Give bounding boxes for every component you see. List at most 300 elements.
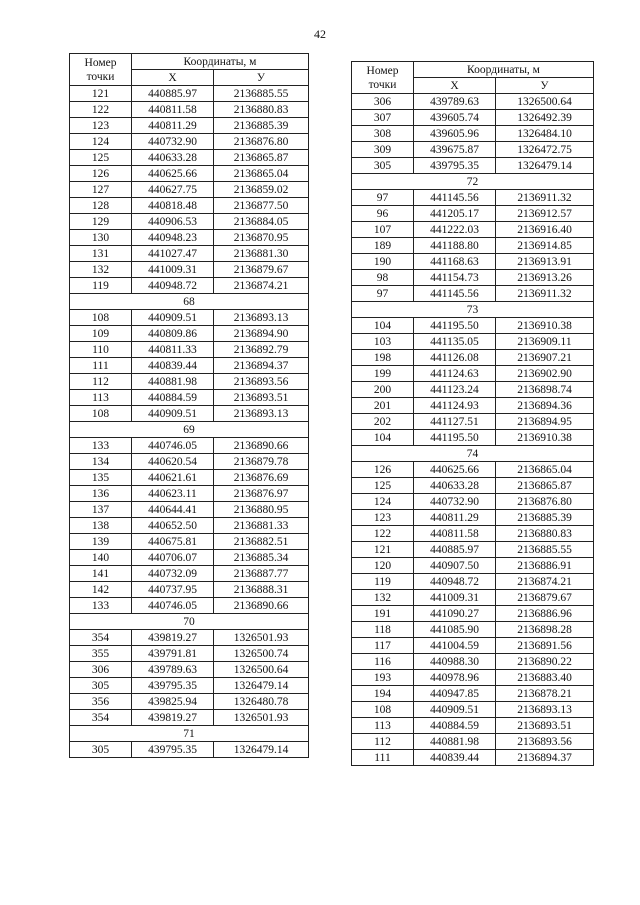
y-coordinate-cell: 1326479.14 — [214, 742, 309, 758]
x-coordinate-cell: 439795.35 — [132, 678, 214, 694]
x-coordinate-cell: 440652.50 — [132, 518, 214, 534]
table-row — [70, 230, 309, 246]
point-number-cell: 124 — [70, 134, 132, 150]
y-coordinate-cell: 2136893.51 — [496, 718, 594, 734]
x-coordinate-cell: 439795.35 — [132, 742, 214, 758]
table-row — [352, 142, 594, 158]
y-coordinate-cell: 2136913.26 — [496, 270, 594, 286]
y-coordinate-cell: 2136888.31 — [214, 582, 309, 598]
y-coordinate-cell: 2136879.67 — [214, 262, 309, 278]
point-number-cell: 119 — [70, 278, 132, 294]
x-coordinate-cell: 440884.59 — [132, 390, 214, 406]
table-row — [352, 638, 594, 654]
table-row — [352, 382, 594, 398]
point-number-cell: 305 — [70, 678, 132, 694]
x-coordinate-cell: 440746.05 — [132, 598, 214, 614]
point-number-cell: 307 — [352, 110, 414, 126]
y-coordinate-cell: 2136893.51 — [214, 390, 309, 406]
x-coordinate-cell: 440885.97 — [414, 542, 496, 558]
x-coordinate-cell: 441009.31 — [132, 262, 214, 278]
point-number-cell: 133 — [70, 598, 132, 614]
y-coordinate-cell: 2136894.36 — [496, 398, 594, 414]
x-coordinate-cell: 440811.58 — [132, 102, 214, 118]
table-row — [352, 430, 594, 446]
table-row — [352, 286, 594, 302]
table-row — [70, 262, 309, 278]
x-coordinate-cell: 440978.96 — [414, 670, 496, 686]
point-number-cell: 305 — [70, 742, 132, 758]
group-row — [352, 302, 594, 318]
coordinates-header: Координаты, м — [414, 62, 594, 78]
table-row — [70, 470, 309, 486]
x-coordinate-cell: 439605.96 — [414, 126, 496, 142]
table-row — [352, 526, 594, 542]
y-coordinate-cell: 2136882.51 — [214, 534, 309, 550]
point-number-cell: 354 — [70, 630, 132, 646]
y-coordinate-cell: 2136876.69 — [214, 470, 309, 486]
x-coordinate-cell: 440620.54 — [132, 454, 214, 470]
table-row — [352, 398, 594, 414]
y-coordinate-cell: 1326501.93 — [214, 710, 309, 726]
y-coordinate-cell: 1326500.74 — [214, 646, 309, 662]
x-coordinate-cell: 440633.28 — [132, 150, 214, 166]
point-number-cell: 108 — [70, 406, 132, 422]
coordinates-table-left — [69, 53, 309, 758]
table-row — [70, 86, 309, 102]
table-row — [352, 510, 594, 526]
point-number-cell: 120 — [352, 558, 414, 574]
y-coordinate-cell: 2136893.56 — [496, 734, 594, 750]
point-number-cell: 127 — [70, 182, 132, 198]
y-coordinate-cell: 2136894.95 — [496, 414, 594, 430]
point-number-cell: 129 — [70, 214, 132, 230]
x-coordinate-cell: 440988.30 — [414, 654, 496, 670]
y-coordinate-cell: 2136916.40 — [496, 222, 594, 238]
x-coordinate-cell: 440675.81 — [132, 534, 214, 550]
point-number-cell: 130 — [70, 230, 132, 246]
y-coordinate-cell: 2136890.22 — [496, 654, 594, 670]
x-coordinate-cell: 440633.28 — [414, 478, 496, 494]
x-coordinate-cell: 439605.74 — [414, 110, 496, 126]
point-number-cell: 109 — [70, 326, 132, 342]
point-number-cell: 133 — [70, 438, 132, 454]
point-number-cell: 121 — [70, 86, 132, 102]
x-coordinate-cell: 441004.59 — [414, 638, 496, 654]
table-row — [352, 654, 594, 670]
table-row — [352, 702, 594, 718]
table-row — [352, 190, 594, 206]
group-row — [70, 294, 309, 310]
y-coordinate-cell: 2136909.11 — [496, 334, 594, 350]
x-coordinate-cell: 440947.85 — [414, 686, 496, 702]
x-coordinate-cell: 440732.90 — [414, 494, 496, 510]
point-number-cell: 111 — [352, 750, 414, 766]
y-coordinate-cell: 2136876.97 — [214, 486, 309, 502]
point-number-cell: 135 — [70, 470, 132, 486]
y-coordinate-cell: 2136886.91 — [496, 558, 594, 574]
table-row — [352, 478, 594, 494]
x-coordinate-cell: 439819.27 — [132, 630, 214, 646]
y-coordinate-cell: 2136894.37 — [214, 358, 309, 374]
table-row — [70, 118, 309, 134]
y-coordinate-cell: 2136893.13 — [214, 310, 309, 326]
y-coordinate-cell: 2136911.32 — [496, 190, 594, 206]
x-coordinate-cell: 440644.41 — [132, 502, 214, 518]
y-coordinate-cell: 2136865.87 — [214, 150, 309, 166]
table-row — [352, 622, 594, 638]
point-number-cell: 116 — [352, 654, 414, 670]
point-number-cell: 103 — [352, 334, 414, 350]
point-number-cell: 141 — [70, 566, 132, 582]
x-coordinate-cell: 441222.03 — [414, 222, 496, 238]
y-coordinate-cell: 2136914.85 — [496, 238, 594, 254]
x-coordinate-cell: 441195.50 — [414, 318, 496, 334]
y-coordinate-cell: 2136865.04 — [214, 166, 309, 182]
table-row — [70, 566, 309, 582]
table-row — [70, 534, 309, 550]
y-coordinate-cell: 1326472.75 — [496, 142, 594, 158]
y-header: У — [496, 78, 594, 94]
point-number-cell: 124 — [352, 494, 414, 510]
y-coordinate-cell: 2136880.95 — [214, 502, 309, 518]
y-coordinate-cell: 2136885.39 — [496, 510, 594, 526]
x-coordinate-cell: 439789.63 — [132, 662, 214, 678]
point-number-cell: 137 — [70, 502, 132, 518]
y-coordinate-cell: 1326500.64 — [214, 662, 309, 678]
y-coordinate-cell: 2136913.91 — [496, 254, 594, 270]
group-number: 72 — [352, 174, 594, 190]
y-coordinate-cell: 2136893.56 — [214, 374, 309, 390]
table-row — [352, 734, 594, 750]
table-row — [352, 542, 594, 558]
point-number-cell: 112 — [352, 734, 414, 750]
y-coordinate-cell: 2136876.80 — [496, 494, 594, 510]
table-row — [352, 558, 594, 574]
point-number-cell: 125 — [352, 478, 414, 494]
y-coordinate-cell: 1326501.93 — [214, 630, 309, 646]
table-row — [352, 318, 594, 334]
table-row — [70, 438, 309, 454]
point-number-cell: 126 — [70, 166, 132, 182]
x-coordinate-cell: 441205.17 — [414, 206, 496, 222]
point-number-cell: 97 — [352, 190, 414, 206]
point-number-cell: 140 — [70, 550, 132, 566]
x-coordinate-cell: 439795.35 — [414, 158, 496, 174]
table-row — [352, 254, 594, 270]
point-number-cell: 198 — [352, 350, 414, 366]
y-coordinate-cell: 2136883.40 — [496, 670, 594, 686]
y-coordinate-cell: 2136874.21 — [496, 574, 594, 590]
point-number-cell: 98 — [352, 270, 414, 286]
table-row — [70, 198, 309, 214]
table-row — [70, 374, 309, 390]
x-coordinate-cell: 439819.27 — [132, 710, 214, 726]
x-coordinate-cell: 441168.63 — [414, 254, 496, 270]
x-coordinate-cell: 440809.86 — [132, 326, 214, 342]
table-row — [352, 686, 594, 702]
y-coordinate-cell: 2136907.21 — [496, 350, 594, 366]
point-number-cell: 309 — [352, 142, 414, 158]
x-coordinate-cell: 440621.61 — [132, 470, 214, 486]
point-number-header: Номер точки — [352, 62, 414, 94]
table-row — [352, 750, 594, 766]
x-coordinate-cell: 440627.75 — [132, 182, 214, 198]
y-coordinate-cell: 2136879.67 — [496, 590, 594, 606]
table-row — [352, 494, 594, 510]
point-number-cell: 306 — [352, 94, 414, 110]
point-number-cell: 139 — [70, 534, 132, 550]
y-coordinate-cell: 2136880.83 — [214, 102, 309, 118]
x-coordinate-cell: 441145.56 — [414, 286, 496, 302]
table-row — [70, 358, 309, 374]
table-header — [70, 54, 309, 86]
table-row — [70, 278, 309, 294]
point-number-cell: 117 — [352, 638, 414, 654]
point-number-cell: 121 — [352, 542, 414, 558]
x-coordinate-cell: 439789.63 — [414, 94, 496, 110]
table-row — [352, 206, 594, 222]
table-row — [352, 126, 594, 142]
coordinates-table-right — [351, 61, 594, 766]
x-coordinate-cell: 440811.33 — [132, 342, 214, 358]
table-row — [352, 110, 594, 126]
table-row — [70, 646, 309, 662]
y-coordinate-cell: 2136865.87 — [496, 478, 594, 494]
table-row — [352, 718, 594, 734]
table-row — [70, 598, 309, 614]
table-row — [70, 486, 309, 502]
x-coordinate-cell: 441145.56 — [414, 190, 496, 206]
point-number-cell: 189 — [352, 238, 414, 254]
x-coordinate-cell: 441124.93 — [414, 398, 496, 414]
point-number-cell: 190 — [352, 254, 414, 270]
x-coordinate-cell: 440746.05 — [132, 438, 214, 454]
x-coordinate-cell: 441085.90 — [414, 622, 496, 638]
group-number: 71 — [70, 726, 309, 742]
x-coordinate-cell: 440881.98 — [414, 734, 496, 750]
x-coordinate-cell: 441126.08 — [414, 350, 496, 366]
table-row — [352, 414, 594, 430]
y-coordinate-cell: 2136890.66 — [214, 598, 309, 614]
table-row — [70, 326, 309, 342]
point-number-cell: 131 — [70, 246, 132, 262]
table-header — [352, 62, 594, 94]
table-row — [70, 406, 309, 422]
page-number: 42 — [314, 27, 326, 41]
y-coordinate-cell: 2136878.21 — [496, 686, 594, 702]
table-row — [70, 662, 309, 678]
x-coordinate-cell: 439791.81 — [132, 646, 214, 662]
table-row — [70, 454, 309, 470]
point-number-cell: 125 — [70, 150, 132, 166]
table-row — [352, 94, 594, 110]
x-coordinate-cell: 441135.05 — [414, 334, 496, 350]
group-number: 74 — [352, 446, 594, 462]
point-number-cell: 201 — [352, 398, 414, 414]
table-row — [352, 238, 594, 254]
table-row — [352, 590, 594, 606]
table-row — [70, 694, 309, 710]
group-row — [70, 614, 309, 630]
table-row — [352, 462, 594, 478]
point-number-cell: 200 — [352, 382, 414, 398]
y-coordinate-cell: 2136890.66 — [214, 438, 309, 454]
x-coordinate-cell: 440623.11 — [132, 486, 214, 502]
table-row — [70, 246, 309, 262]
y-coordinate-cell: 2136893.13 — [214, 406, 309, 422]
point-number-cell: 193 — [352, 670, 414, 686]
y-coordinate-cell: 2136879.78 — [214, 454, 309, 470]
point-number-cell: 108 — [70, 310, 132, 326]
point-number-cell: 96 — [352, 206, 414, 222]
table-row — [352, 270, 594, 286]
x-coordinate-cell: 440881.98 — [132, 374, 214, 390]
point-number-cell: 107 — [352, 222, 414, 238]
x-coordinate-cell: 440732.09 — [132, 566, 214, 582]
table-row — [352, 366, 594, 382]
y-coordinate-cell: 2136912.57 — [496, 206, 594, 222]
point-number-cell: 112 — [70, 374, 132, 390]
x-coordinate-cell: 441027.47 — [132, 246, 214, 262]
x-coordinate-cell: 440885.97 — [132, 86, 214, 102]
group-number: 68 — [70, 294, 309, 310]
y-coordinate-cell: 2136892.79 — [214, 342, 309, 358]
group-number: 70 — [70, 614, 309, 630]
point-number-cell: 305 — [352, 158, 414, 174]
x-coordinate-cell: 440948.72 — [132, 278, 214, 294]
x-coordinate-cell: 441195.50 — [414, 430, 496, 446]
y-header: У — [214, 70, 309, 86]
point-number-cell: 122 — [352, 526, 414, 542]
x-coordinate-cell: 440839.44 — [414, 750, 496, 766]
point-number-cell: 128 — [70, 198, 132, 214]
y-coordinate-cell: 2136880.83 — [496, 526, 594, 542]
x-coordinate-cell: 441188.80 — [414, 238, 496, 254]
x-coordinate-cell: 440839.44 — [132, 358, 214, 374]
point-number-cell: 123 — [70, 118, 132, 134]
point-number-cell: 108 — [352, 702, 414, 718]
y-coordinate-cell: 2136877.50 — [214, 198, 309, 214]
point-number-cell: 199 — [352, 366, 414, 382]
y-coordinate-cell: 2136887.77 — [214, 566, 309, 582]
point-number-cell: 119 — [352, 574, 414, 590]
x-coordinate-cell: 440625.66 — [132, 166, 214, 182]
point-number-cell: 126 — [352, 462, 414, 478]
table-row — [70, 134, 309, 150]
table-row — [70, 150, 309, 166]
x-coordinate-cell: 440948.72 — [414, 574, 496, 590]
table-row — [70, 182, 309, 198]
point-number-cell: 97 — [352, 286, 414, 302]
point-number-cell: 123 — [352, 510, 414, 526]
point-number-cell: 354 — [70, 710, 132, 726]
coordinates-header: Координаты, м — [132, 54, 309, 70]
x-coordinate-cell: 441009.31 — [414, 590, 496, 606]
x-coordinate-cell: 441154.73 — [414, 270, 496, 286]
y-coordinate-cell: 2136885.39 — [214, 118, 309, 134]
group-row — [70, 726, 309, 742]
y-coordinate-cell: 2136886.96 — [496, 606, 594, 622]
table-row — [70, 742, 309, 758]
point-number-cell: 104 — [352, 318, 414, 334]
point-number-cell: 132 — [352, 590, 414, 606]
point-number-cell: 113 — [352, 718, 414, 734]
table-row — [70, 166, 309, 182]
point-number-cell: 356 — [70, 694, 132, 710]
point-number-cell: 118 — [352, 622, 414, 638]
y-coordinate-cell: 2136874.21 — [214, 278, 309, 294]
group-row — [352, 174, 594, 190]
x-coordinate-cell: 440818.48 — [132, 198, 214, 214]
point-number-cell: 104 — [352, 430, 414, 446]
group-number: 69 — [70, 422, 309, 438]
y-coordinate-cell: 2136865.04 — [496, 462, 594, 478]
table-row — [352, 350, 594, 366]
x-coordinate-cell: 440732.90 — [132, 134, 214, 150]
x-coordinate-cell: 441127.51 — [414, 414, 496, 430]
y-coordinate-cell: 1326492.39 — [496, 110, 594, 126]
x-coordinate-cell: 440811.58 — [414, 526, 496, 542]
y-coordinate-cell: 2136893.13 — [496, 702, 594, 718]
table-row — [70, 502, 309, 518]
y-coordinate-cell: 2136870.95 — [214, 230, 309, 246]
x-coordinate-cell: 440909.51 — [132, 310, 214, 326]
y-coordinate-cell: 1326500.64 — [496, 94, 594, 110]
group-number: 73 — [352, 302, 594, 318]
y-coordinate-cell: 2136902.90 — [496, 366, 594, 382]
table-row — [352, 606, 594, 622]
group-row — [352, 446, 594, 462]
point-number-cell: 136 — [70, 486, 132, 502]
table-row — [352, 670, 594, 686]
point-number-cell: 122 — [70, 102, 132, 118]
point-number-cell: 132 — [70, 262, 132, 278]
y-coordinate-cell: 2136894.37 — [496, 750, 594, 766]
x-coordinate-cell: 441090.27 — [414, 606, 496, 622]
x-coordinate-cell: 440811.29 — [414, 510, 496, 526]
group-row — [70, 422, 309, 438]
x-coordinate-cell: 441124.63 — [414, 366, 496, 382]
x-header: X — [414, 78, 496, 94]
y-coordinate-cell: 1326484.10 — [496, 126, 594, 142]
y-coordinate-cell: 2136884.05 — [214, 214, 309, 230]
table-row — [70, 630, 309, 646]
x-coordinate-cell: 440909.51 — [414, 702, 496, 718]
table-row — [70, 550, 309, 566]
y-coordinate-cell: 2136911.32 — [496, 286, 594, 302]
point-number-cell: 202 — [352, 414, 414, 430]
y-coordinate-cell: 1326480.78 — [214, 694, 309, 710]
y-coordinate-cell: 2136885.55 — [496, 542, 594, 558]
y-coordinate-cell: 1326479.14 — [214, 678, 309, 694]
table-row — [352, 158, 594, 174]
point-number-cell: 306 — [70, 662, 132, 678]
point-number-header: Номер точки — [70, 54, 132, 86]
table-row — [70, 678, 309, 694]
table-row — [70, 582, 309, 598]
y-coordinate-cell: 2136876.80 — [214, 134, 309, 150]
point-number-cell: 111 — [70, 358, 132, 374]
table-row — [352, 222, 594, 238]
x-coordinate-cell: 439825.94 — [132, 694, 214, 710]
y-coordinate-cell: 2136910.38 — [496, 430, 594, 446]
point-number-cell: 110 — [70, 342, 132, 358]
point-number-cell: 194 — [352, 686, 414, 702]
y-coordinate-cell: 2136881.30 — [214, 246, 309, 262]
y-coordinate-cell: 2136891.56 — [496, 638, 594, 654]
table-row — [70, 342, 309, 358]
y-coordinate-cell: 2136885.55 — [214, 86, 309, 102]
